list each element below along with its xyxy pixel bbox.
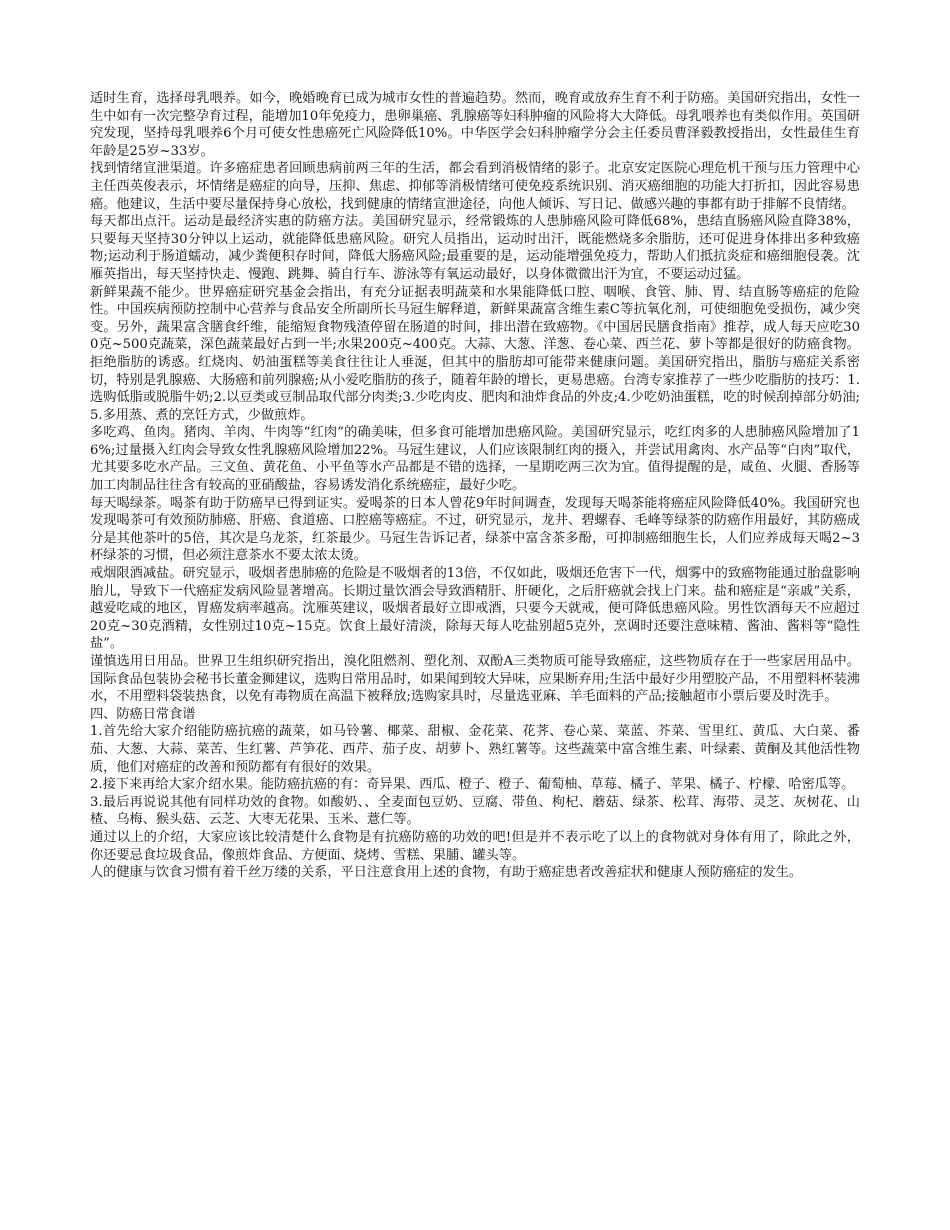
paragraph-chicken-fish: 多吃鸡、鱼肉。猪肉、羊肉、牛肉等“红肉”的确美味，但多食可能增加患癌风险。美国研究显示，吃红肉多的人患肺癌风险增加了16%;过量摄入红肉会导致女性乳腺癌风险增加22%。马冠生建议，人们应该限制红肉的摄入，并尝试用禽肉、水产品等“白肉”取代，尤其要多吃水产品。三文鱼、黄花鱼、小平鱼等水产品都是不错的选择，一星期吃两三次为宜。值得提醒的是，咸鱼、火腿、香肠等加工肉制品往往含有较高的亚硝酸盐，容易诱发消化系统癌症，最好少吃。: [90, 425, 860, 494]
paragraph-smoking-alcohol-salt: 戒烟限酒减盐。研究显示，吸烟者患肺癌的危险是不吸烟者的13倍，不仅如此，吸烟还危害下一代，烟雾中的致癌物能通过胎盘影响胎儿，导致下一代癌症发病风险显著增高。长期过量饮酒会导致酒精肝、肝硬化，之后肝癌就会找上门来。盐和癌症是“亲戚”关系，越爱吃咸的地区，胃癌发病率越高。沈雁英建议，吸烟者最好立即戒酒，只要今天就戒，便可降低患癌风险。男性饮酒每天不应超过20克~30克酒精，女性别过10克~15克。饮食上最好清淡，除每天每人吃盐别超5克外，烹调时还要注意味精、酱油、酱料等“隐性盐”。: [90, 566, 860, 652]
paragraph-conclusion: 人的健康与饮食习惯有着千丝万缕的关系，平日注意食用上述的食物，有助于癌症患者改善症状和健康人预防癌症的发生。: [90, 865, 803, 881]
paragraph-fresh-produce: 新鲜果蔬不能少。世界癌症研究基金会指出，有充分证据表明蔬菜和水果能降低口腔、咽喉、食管、肺、胃、结直肠等癌症的危险性。中国疾病预防控制中心营养与食品安全所副所长马冠生解释道，新鲜果蔬富含维生素C等抗氧化剂，可使细胞免受损伤，减少突变。另外，蔬果富含膳食纤维，能缩短食物残渣停留在肠道的时间，排出潜在致癌物。《中国居民膳食指南》推荐，成人每天应吃300克~500克蔬菜，深色蔬菜最好占到一半;水果200克~400克。大蒜、大葱、洋葱、卷心菜、西兰花、萝卜等都是很好的防癌食物。: [90, 284, 860, 353]
section-heading-recipes: 四、防癌日常食谱: [90, 706, 196, 722]
paragraph-emotional-outlet: 找到情绪宣泄渠道。许多癌症患者回顾患病前两三年的生活，都会看到消极情绪的影子。北京安定医院心理危机干预与压力管理中心主任西英俊表示，坏情绪是癌症的向导，压抑、焦虑、抑郁等消极情绪可使免疫系统识别、消灭癌细胞的功能大打折扣，因此容易患癌。他建议，生活中要尽量保持身心放松，找到健康的情绪宣泄途径，向他人倾诉、写日记、做感兴趣的事都有助于排解不良情绪。: [90, 161, 860, 212]
paragraph-fertility-breastfeeding: 适时生育，选择母乳喂养。如今，晚婚晚育已成为城市女性的普遍趋势。然而，晚育或放弃生育不利于防癌。美国研究指出，女性一生中如有一次完整孕育过程，能增加10年免疫力，患卵巢癌、乳腺癌等妇科肿瘤的风险将大大降低。母乳喂养也有类似作用。英国研究发现，坚持母乳喂养6个月可使女性患癌死亡风险降低10%。中华医学会妇科肿瘤学分会主任委员曹泽毅教授指出，女性最佳生育年龄是25岁~33岁。: [90, 91, 860, 159]
document-body: [90, 90, 860, 882]
list-item-fruits: 2.接下来再给大家介绍水果。能防癌抗癌的有：奇异果、西瓜、橙子、橙子、葡萄柚、草莓、橘子、苹果、橘子、柠檬、哈密瓜等。: [90, 777, 855, 793]
paragraph-green-tea: 每天喝绿茶。喝茶有助于防癌早已得到证实。爱喝茶的日本人曾花9年时间调查，发现每天喝茶能将癌症风险降低40%。我国研究也发现喝茶可有效预防肺癌、肝癌、食道癌、口腔癌等癌症。不过，研究显示，龙井、碧螺春、毛峰等绿茶的防癌作用最好，其防癌成分是其他茶叶的5倍，其次是乌龙茶，红茶最少。马冠生告诉记者，绿茶中富含茶多酚，可抑制癌细胞生长，人们应养成每天喝2~3杯绿茶的习惯，但必须注意茶水不要太浓太烫。: [90, 495, 860, 564]
list-item-other-foods: 3.最后再说说其他有同样功效的食物。如酸奶、、全麦面包豆奶、豆腐、带鱼、枸杞、蘑菇、绿茶、松茸、海带、灵芝、灰树花、山楂、乌梅、猴头菇、云芝、大枣无花果、玉米、薏仁等。: [90, 794, 860, 828]
paragraph-daily-exercise: 每天都出点汗。运动是最经济实惠的防癌方法。美国研究显示，经常锻炼的人患肺癌风险可降低68%，患结直肠癌风险直降38%，只要每天坚持30分钟以上运动，就能降低患癌风险。研究人员指出，运动时出汗，既能燃烧多余脂肪，还可促进身体排出多种致癌物;运动利于肠道蠕动，减少粪便积存时间，降低大肠癌风险;最重要的是，运动能增强免疫力，帮助人们抵抗炎症和癌细胞侵袭。沈雁英指出，每天坚持快走、慢跑、跳舞、骑自行车、游泳等有氧运动最好，以身体微微出汗为宜，不要运动过猛。: [90, 214, 860, 282]
list-item-vegetables: 1.首先给大家介绍能防癌抗癌的蔬菜，如马铃薯、椰菜、甜椒、金花菜、花荠、卷心菜、菜蓝、芥菜、雪里红、黄瓜、大白菜、番茄、大葱、大蒜、菜苦、生红薯、芦笋花、西芹、茄子皮、胡萝卜、熟红薯等。这些蔬菜中富含维生素、叶绿素、黄酮及其他活性物质，他们对癌症的改善和预防都有有很好的效果。: [90, 724, 860, 775]
paragraph-daily-products: 谨慎选用日用品。世界卫生组织研究指出，溴化阻燃剂、塑化剂、双酚A三类物质可能导致癌症，这些物质存在于一些家居用品中。国际食品包装协会秘书长董金狮建议，选购日常用品时，如果闻到较大异味，应果断弃用;生活中最好少用塑胶产品，不用塑料杯装沸水，不用塑料袋装热食，以免有毒物质在高温下被释放;选购家具时，尽量选亚麻、羊毛面料的产品;接触超市小票后要及时洗手。: [90, 654, 860, 705]
paragraph-reject-fat: 拒绝脂肪的诱惑。红烧肉、奶油蛋糕等美食往往让人垂涎，但其中的脂肪却可能带来健康问题。美国研究指出，脂肪与癌症关系密切，特别是乳腺癌、大肠癌和前列腺癌;从小爱吃脂肪的孩子，随着年龄的增长，更易患癌。台湾专家推荐了一些少吃脂肪的技巧：1.选购低脂或脱脂牛奶;2.以豆类或豆制品取代部分肉类;3.少吃肉皮、肥肉和油炸食品的外皮;4.少吃奶油蛋糕，吃的时候刮掉部分奶油;5.多用蒸、煮的烹饪方式，少做煎炸。: [90, 354, 860, 423]
paragraph-summary: 通过以上的介绍，大家应该比较清楚什么食物是有抗癌防癌的功效的吧!但是并不表示吃了以上的食物就对身体有用了，除此之外，你还要忌食垃圾食品，像煎炸食品、方便面、烧烤、雪糕、果脯、罐头等。: [90, 829, 860, 863]
